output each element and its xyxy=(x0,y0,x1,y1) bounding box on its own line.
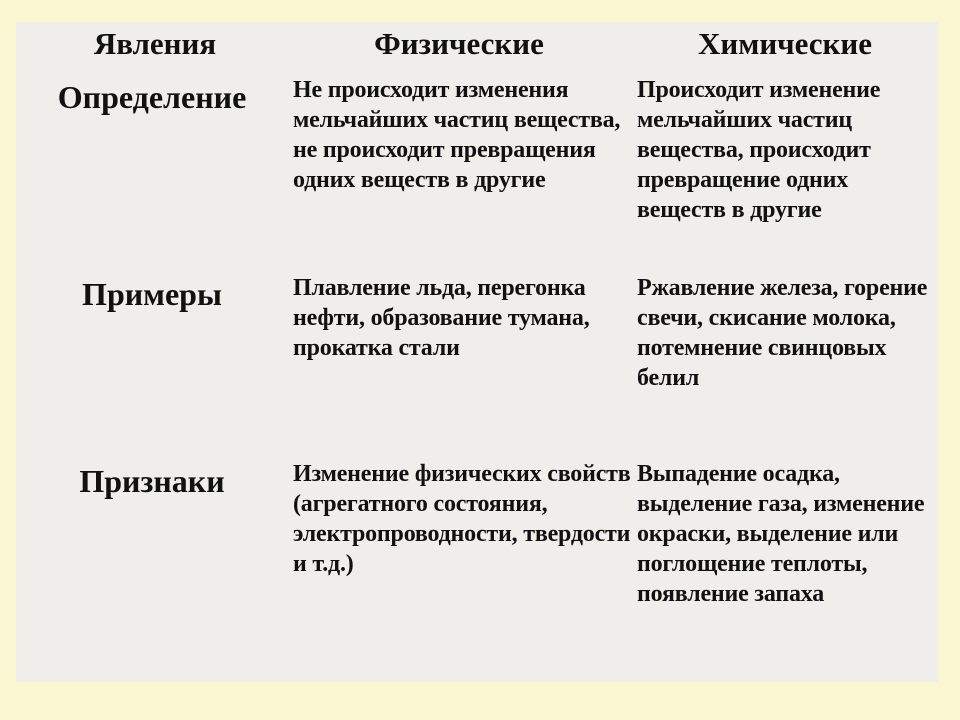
examples-chemical: Ржавление железа, горение свечи, скисание молока, потемнение свинцовых белил xyxy=(637,275,928,391)
header-chemical: Химические xyxy=(697,26,873,61)
row-label-examples: Примеры xyxy=(82,276,222,312)
signs-physical: Изменение физических свойств (агрегатного состояния, электропроводности, твердости и т.д.) xyxy=(293,461,631,577)
examples-physical: Плавление льда, перегонка нефти, образование тумана, прокатка стали xyxy=(293,275,590,361)
definition-chemical: Происходит изменение мельчайших частиц вещества, происходит превращение одних веществ в другие xyxy=(637,77,881,223)
definition-physical: Не происходит изменения мельчайших частиц вещества, не происходит превращения одних веществ в другие xyxy=(293,77,621,193)
header-phenomena: Явления xyxy=(93,26,217,61)
row-label-signs: Признаки xyxy=(79,463,225,499)
signs-chemical: Выпадение осадка, выделение газа, изменение окраски, выделение или поглощение теплоты, появление запаха xyxy=(637,461,925,607)
row-label-definition: Определение xyxy=(57,79,247,115)
header-physical: Физические xyxy=(374,26,544,61)
